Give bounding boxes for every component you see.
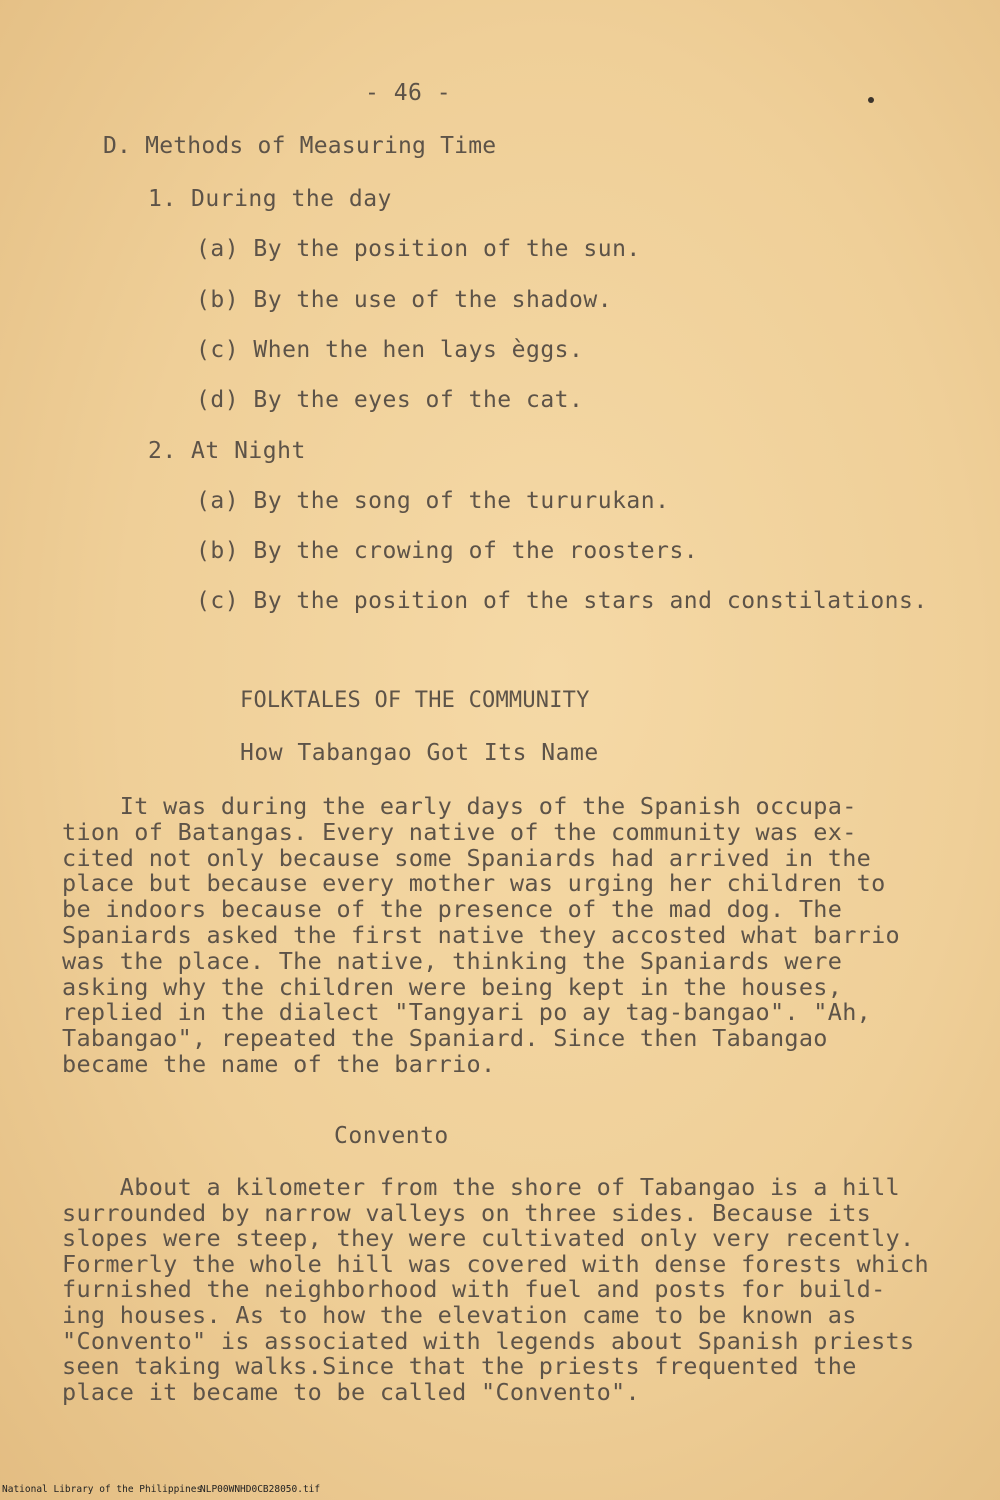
paragraph-line: About a kilometer from the shore of Tabangao is a hill — [62, 1173, 900, 1201]
list-item: (d) By the eyes of the cat. — [196, 387, 584, 413]
paragraph-line: place it became to be called "Convento". — [62, 1377, 640, 1406]
paragraph-line: Spaniards asked the first native they accosted what barrio — [62, 920, 900, 949]
ink-dot — [868, 97, 874, 103]
paragraph-line: It was during the early days of the Spanish occupa- — [62, 792, 857, 820]
paragraph-line: ing houses. As to how the elevation came to be known as — [62, 1300, 857, 1329]
paragraph-line: became the name of the barrio. — [62, 1049, 496, 1078]
paragraph-line: place but because every mother was urging her children to — [62, 869, 886, 898]
section-heading: D. Methods of Measuring Time — [103, 133, 497, 159]
paragraph-line: replied in the dialect "Tangyari po ay tag-bangao". "Ah, — [62, 998, 872, 1027]
page-number: - 46 - — [365, 80, 452, 106]
list-item: (b) By the crowing of the roosters. — [196, 538, 699, 564]
paragraph-line: furnished the neighborhood with fuel and posts for build- — [62, 1275, 886, 1304]
paragraph-line: surrounded by narrow valleys on three sides. Because its — [62, 1198, 872, 1227]
subsection-heading-night: 2. At Night — [148, 438, 306, 464]
paragraph-line: asking why the children were being kept in the houses, — [62, 972, 843, 1001]
paragraph-line: be indoors because of the presence of the mad dog. The — [62, 895, 843, 924]
paragraph-line: slopes were steep, they were cultivated only very recently. — [62, 1224, 915, 1253]
paragraph-line: was the place. The native, thinking the Spaniards were — [62, 946, 843, 975]
list-item: (a) By the song of the tururukan. — [196, 488, 670, 514]
story-paragraph-convento — [62, 1175, 929, 1405]
list-item: (c) When the hen lays èggs. — [196, 337, 584, 363]
footer-filename: NLP00WNHD0CB28050.tif — [200, 1484, 321, 1495]
paragraph-line: "Convento" is associated with legends about Spanish priests — [62, 1326, 915, 1355]
list-item: (c) By the position of the stars and constilations. — [196, 588, 928, 614]
story-paragraph-tabangao — [62, 794, 900, 1078]
story-title: How Tabangao Got Its Name — [240, 740, 599, 766]
folktales-heading: FOLKTALES OF THE COMMUNITY — [240, 688, 590, 713]
paragraph-line: Formerly the whole hill was covered with dense forests which — [62, 1249, 929, 1278]
paragraph-line: seen taking walks.Since that the priests frequented the — [62, 1352, 857, 1381]
paragraph-line: tion of Batangas. Every native of the community was ex- — [62, 817, 857, 846]
list-item: (a) By the position of the sun. — [196, 236, 641, 262]
paragraph-line: Tabangao", repeated the Spaniard. Since then Tabangao — [62, 1024, 828, 1053]
paragraph-line: cited not only because some Spaniards had arrived in the — [62, 843, 872, 872]
list-item: (b) By the use of the shadow. — [196, 287, 613, 313]
subsection-heading-day: 1. During the day — [148, 186, 392, 212]
story-title: Convento — [334, 1123, 449, 1149]
footer-library: National Library of the Philippines — [2, 1484, 203, 1495]
